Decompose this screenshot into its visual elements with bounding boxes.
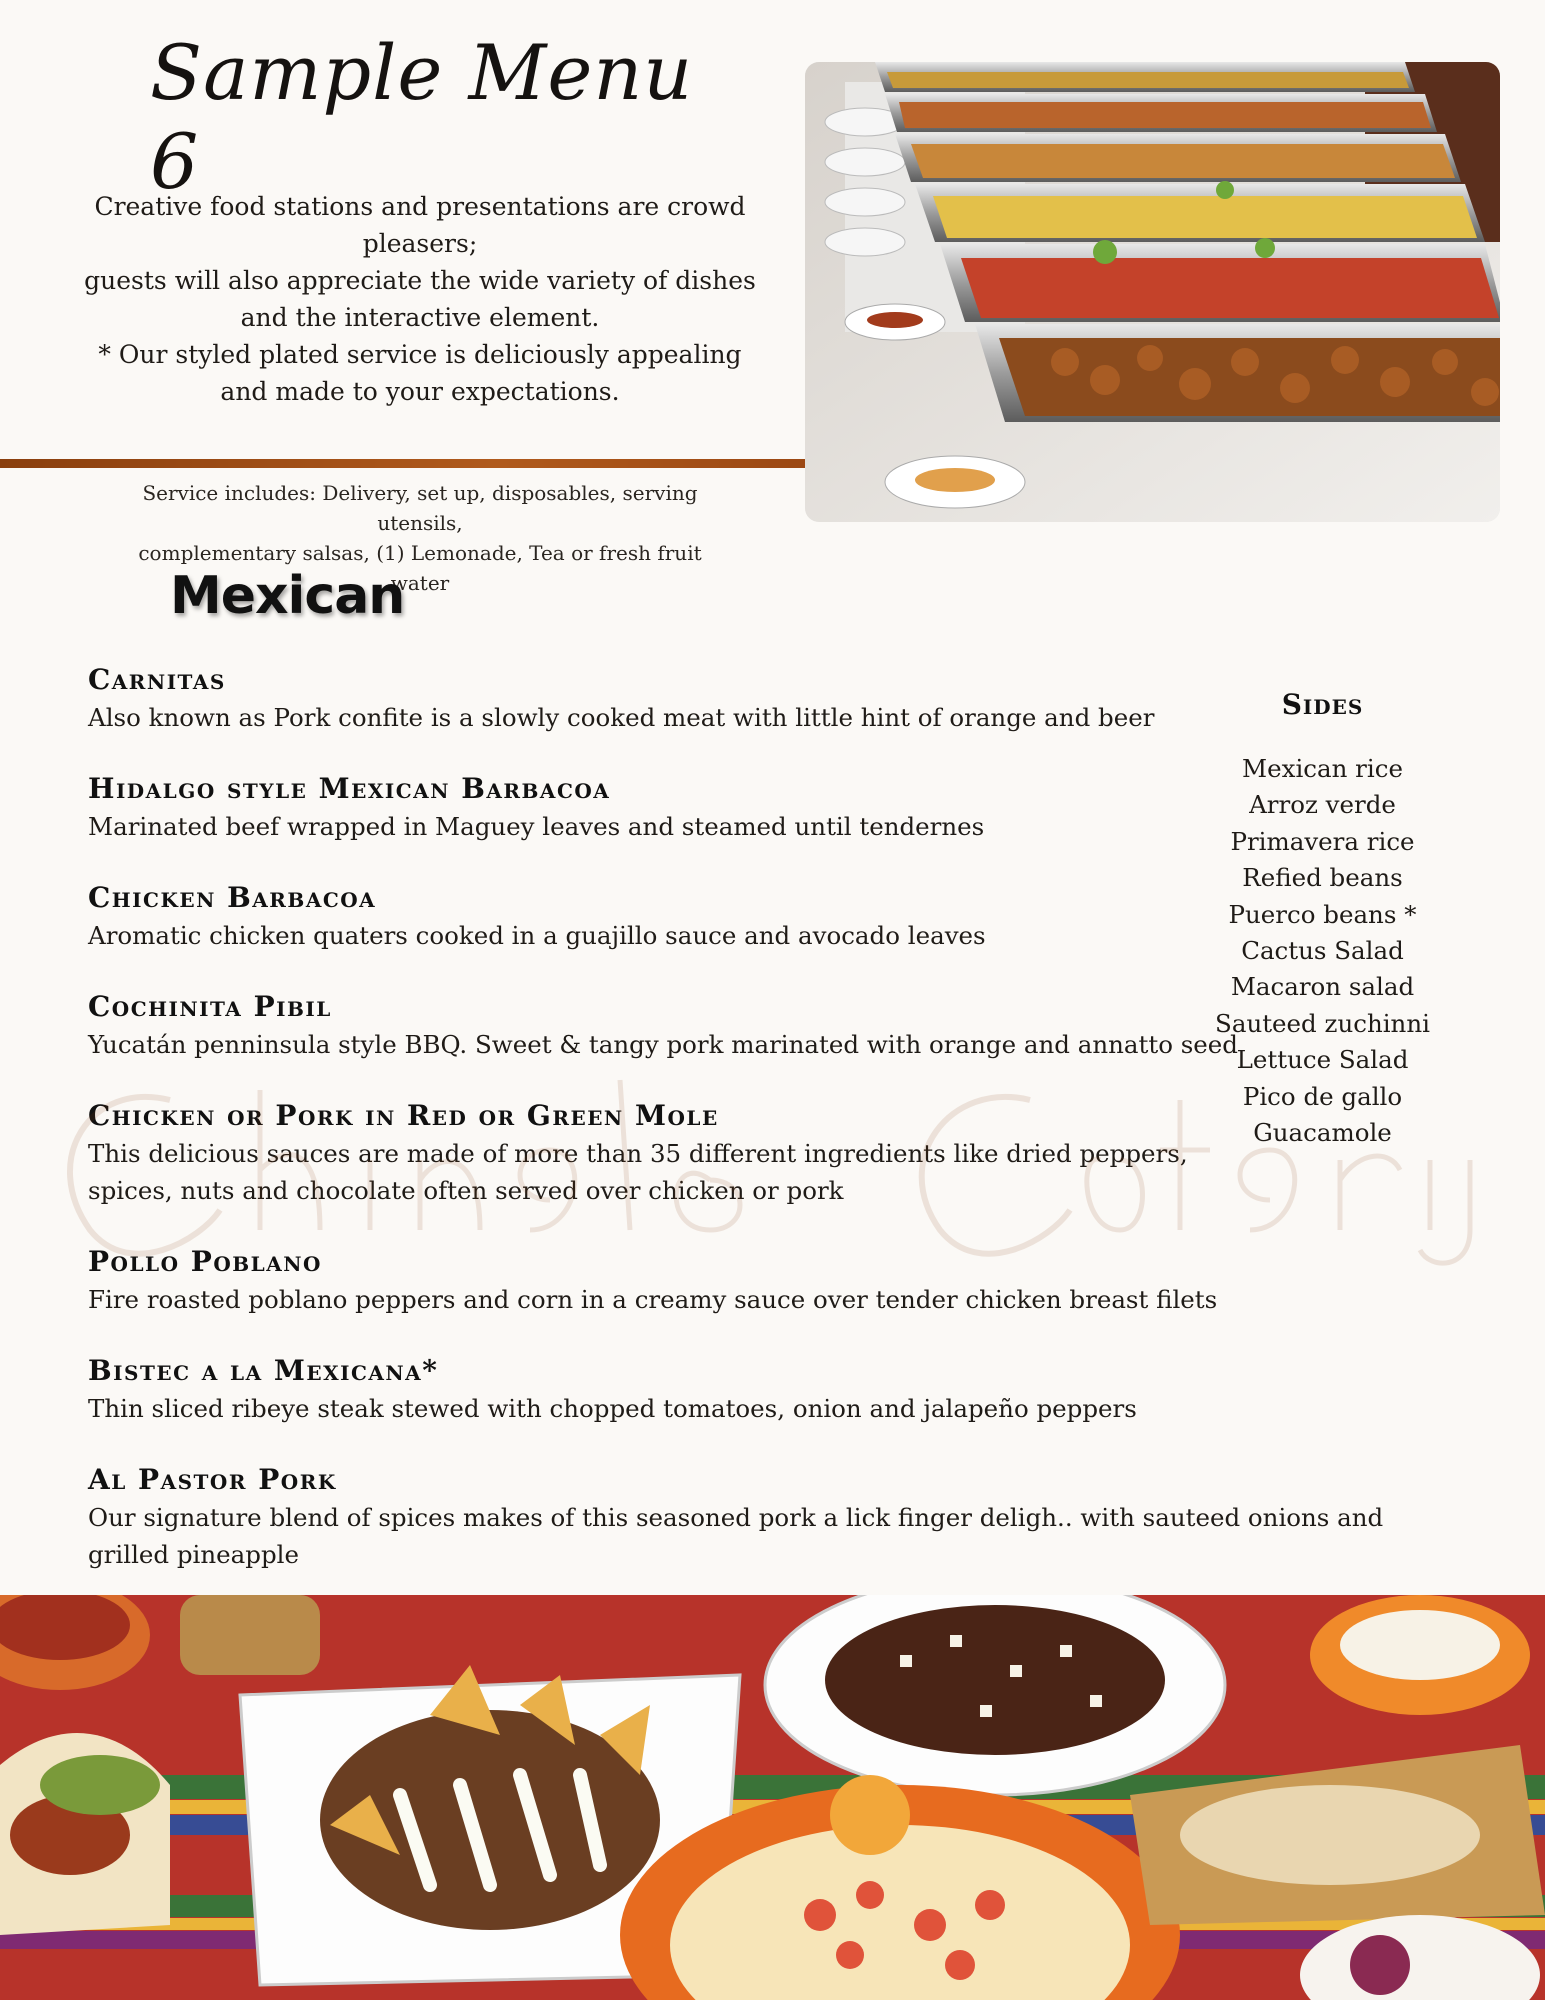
side-item: Cactus Salad bbox=[1241, 936, 1404, 966]
sides-title: Sides bbox=[1281, 688, 1364, 721]
buffet-photo bbox=[805, 62, 1500, 522]
dish-name: Cochinita Pibil bbox=[88, 990, 332, 1023]
dish-name: Al Pastor Pork bbox=[88, 1463, 337, 1496]
side-item: Puerco beans * bbox=[1228, 899, 1417, 929]
mexican-dishes-photo bbox=[0, 1595, 1545, 2000]
intro-line: Creative food stations and presentations are crowd pleasers; bbox=[94, 192, 746, 258]
dish-name: Chicken Barbacoa bbox=[88, 881, 377, 914]
dish-description: Fire roasted poblano peppers and corn in a creamy sauce over tender chicken breast filets bbox=[88, 1285, 1218, 1314]
dish-name: Chicken or Pork in Red or Green Mole bbox=[88, 1099, 719, 1132]
side-item: Pico de gallo bbox=[1242, 1081, 1403, 1111]
side-item: Macaron salad bbox=[1230, 972, 1415, 1002]
dish-item bbox=[88, 1462, 1448, 1573]
divider-rule bbox=[0, 459, 830, 468]
dish-item bbox=[88, 1244, 1448, 1318]
intro-line: and made to your expectations. bbox=[220, 377, 620, 406]
dish-description: This delicious sauces are made of more than 35 different ingredients like dried peppers, bbox=[88, 1139, 1188, 1168]
dish-name: Carnitas bbox=[88, 663, 226, 696]
dish-description: Thin sliced ribeye steak stewed with chopped tomatoes, onion and jalapeño peppers bbox=[88, 1394, 1137, 1423]
menu-title: Sample Menu 6 bbox=[150, 28, 694, 206]
dish-description: Yucatán penninsula style BBQ. Sweet & tangy pork marinated with orange and annatto seed bbox=[88, 1030, 1238, 1059]
side-item: Guacamole bbox=[1253, 1118, 1392, 1148]
intro-line: and the interactive element. bbox=[240, 303, 600, 332]
buffet-illustration bbox=[805, 62, 1500, 522]
intro-line: guests will also appreciate the wide variety of dishes bbox=[84, 266, 756, 295]
side-item: Refied beans bbox=[1242, 863, 1403, 893]
side-item: Primavera rice bbox=[1230, 826, 1415, 856]
dish-name: Pollo Poblano bbox=[88, 1245, 322, 1278]
dish-description: spices, nuts and chocolate often served over chicken or pork bbox=[88, 1176, 844, 1205]
side-item: Lettuce Salad bbox=[1236, 1045, 1409, 1075]
dish-description: Our signature blend of spices makes of this seasoned pork a lick finger deligh.. with sauteed onions and grilled pineapple bbox=[88, 1503, 1384, 1569]
intro-text bbox=[70, 188, 770, 410]
dish-description: Aromatic chicken quaters cooked in a guajillo sauce and avocado leaves bbox=[88, 921, 986, 950]
intro-line: * Our styled plated service is deliciously appealing bbox=[98, 340, 742, 369]
dish-description: Also known as Pork confite is a slowly cooked meat with little hint of orange and beer bbox=[88, 703, 1155, 732]
dish-name: Bistec a la Mexicana* bbox=[88, 1354, 439, 1387]
service-line: Service includes: Delivery, set up, disposables, serving utensils, bbox=[142, 481, 698, 535]
service-line: complementary salsas, (1) Lemonade, Tea or fresh fruit water bbox=[138, 541, 702, 595]
dish-name: Hidalgo style Mexican Barbacoa bbox=[88, 772, 611, 805]
section-title-mexican: Mexican bbox=[170, 566, 405, 626]
sides-list bbox=[1210, 688, 1435, 1151]
dish-item bbox=[88, 1353, 1448, 1427]
side-item: Mexican rice bbox=[1242, 754, 1403, 783]
food-table-illustration bbox=[0, 1595, 1545, 2000]
side-item: Sauteed zuchinni bbox=[1215, 1008, 1430, 1038]
side-item: Arroz verde bbox=[1249, 790, 1396, 820]
dish-description: Marinated beef wrapped in Maguey leaves and steamed until tendernes bbox=[88, 812, 985, 841]
